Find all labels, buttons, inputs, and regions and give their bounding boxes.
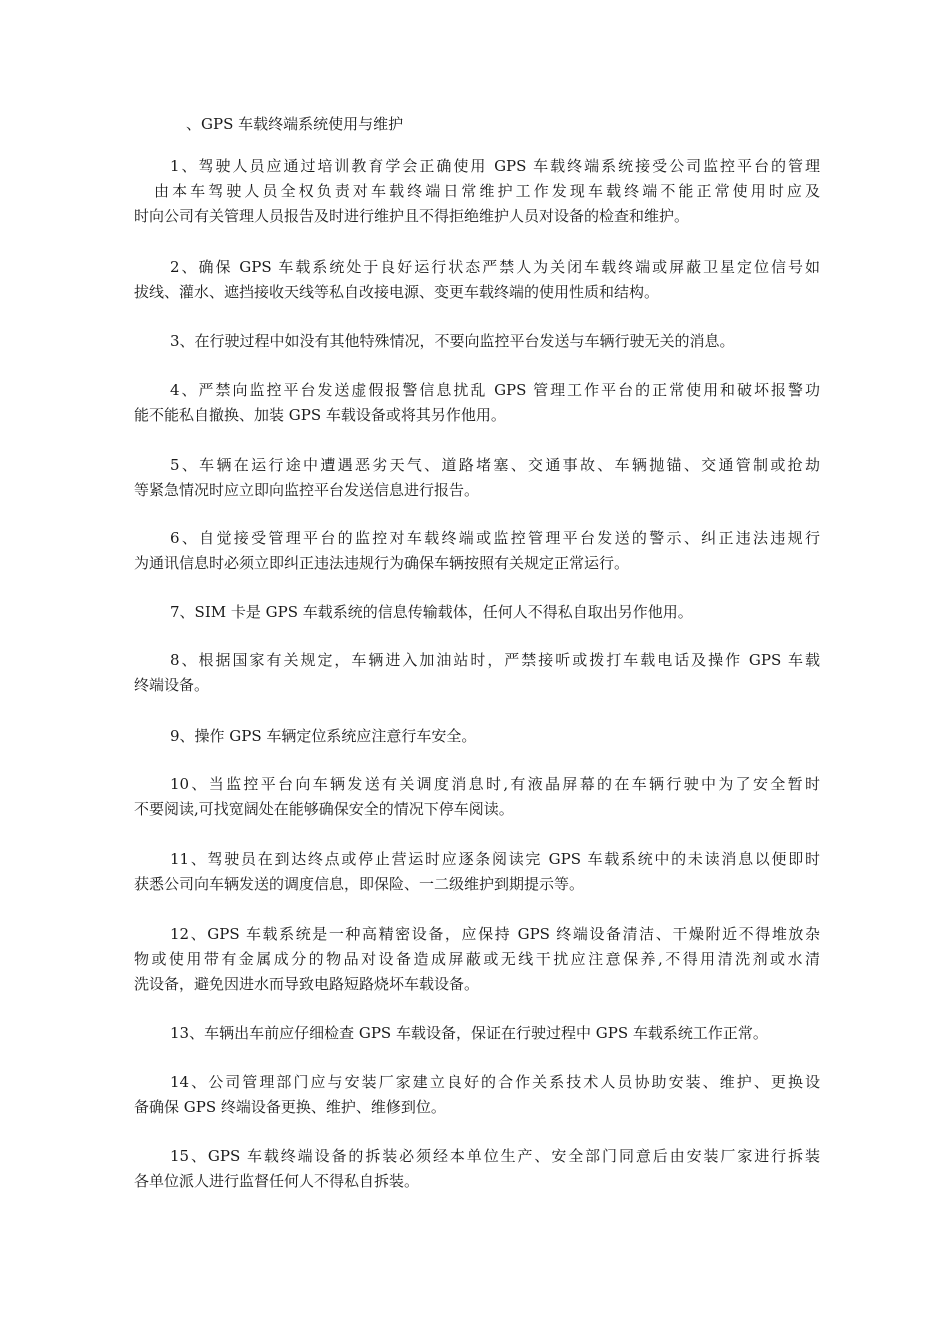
paragraph-item-7 [134,600,820,625]
paragraph-line: 7、SIM 卡是 GPS 车载系统的信息传输载体，任何人不得私自取出另作他用。 [170,603,693,621]
paragraph-item-12 [134,922,820,997]
paragraph-item-5 [134,453,820,503]
paragraph-line: 时向公司有关管理人员报告及时进行维护且不得拒绝维护人员对设备的检查和维护。 [134,207,690,225]
paragraph-line: 10、当监控平台向车辆发送有关调度消息时,有液晶屏幕的在车辆行驶中为了安全暂时 [170,775,820,793]
paragraph-line: 11、驾驶员在到达终点或停止营运时应逐条阅读完 GPS 车载系统中的未读消息以便即时 [170,850,820,868]
paragraph-line: 物或使用带有金属成分的物品对设备造成屏蔽或无线干扰应注意保养,不得用清洗剂或水清 [134,950,820,968]
paragraph-line: 能不能私自撤换、加装 GPS 车载设备或将其另作他用。 [134,406,506,424]
paragraph-line: 12、GPS 车载系统是一种高精密设备，应保持 GPS 终端设备清洁、干燥附近不得堆放杂 [170,925,820,943]
paragraph-line: 各单位派人进行监督任何人不得私自拆装。 [134,1172,420,1190]
paragraph-line: 5、车辆在运行途中遭遇恶劣天气、道路堵塞、交通事故、车辆抛锚、交通管制或抢劫 [170,456,820,474]
paragraph-item-3 [134,329,820,354]
paragraph-item-6 [134,526,820,576]
paragraph-line: 不要阅读,可找宽阔处在能够确保安全的情况下停车阅读。 [134,800,514,818]
paragraph-line: 8、根据国家有关规定，车辆进入加油站时，严禁接听或拨打车载电话及操作 GPS 车载 [170,651,820,669]
paragraph-line: 拔线、灌水、遮挡接收天线等私自改接电源、变更车载终端的使用性质和结构。 [134,283,660,301]
paragraph-line: 由本车驾驶人员全权负责对车载终端日常维护工作发现车载终端不能正常使用时应及 [154,182,820,200]
paragraph-item-11 [134,847,820,897]
paragraph-line: 洗设备，避免因进水而导致电路短路烧坏车载设备。 [134,975,480,993]
paragraph-item-9 [134,724,820,749]
paragraph-line: 获悉公司向车辆发送的调度信息，即保险、一二级维护到期提示等。 [134,875,585,893]
paragraph-item-2 [134,255,820,305]
paragraph-line: 9、操作 GPS 车辆定位系统应注意行车安全。 [170,727,477,745]
paragraph-item-1 [134,154,820,229]
paragraph-item-15 [134,1144,820,1194]
paragraph-line: 4、严禁向监控平台发送虚假报警信息扰乱 GPS 管理工作平台的正常使用和破坏报警功 [170,381,820,399]
paragraph-line: 3、在行驶过程中如没有其他特殊情况，不要向监控平台发送与车辆行驶无关的消息。 [170,332,735,350]
paragraph-line: 备确保 GPS 终端设备更换、维护、维修到位。 [134,1098,446,1116]
paragraph-item-14 [134,1070,820,1120]
document-title: 、GPS 车载终端系统使用与维护 [186,115,404,133]
paragraph-line: 为通讯信息时必须立即纠正违法违规行为确保车辆按照有关规定正常运行。 [134,554,630,572]
paragraph-line: 13、车辆出车前应仔细检查 GPS 车载设备，保证在行驶过程中 GPS 车载系统工作正常。 [170,1024,768,1042]
paragraph-line: 2、确保 GPS 车载系统处于良好运行状态严禁人为关闭车载终端或屏蔽卫星定位信号如 [170,258,820,276]
paragraph-item-8 [134,648,820,698]
paragraph-line: 等紧急情况时应立即向监控平台发送信息进行报告。 [134,481,480,499]
paragraph-item-10 [134,772,820,822]
paragraph-item-4 [134,378,820,428]
paragraph-line: 1、驾驶人员应通过培训教育学会正确使用 GPS 车载终端系统接受公司监控平台的管理 [170,157,820,175]
paragraph-line: 终端设备。 [134,676,210,694]
paragraph-line: 15、GPS 车载终端设备的拆装必须经本单位生产、安全部门同意后由安装厂家进行拆装 [170,1147,820,1165]
paragraph-item-13 [134,1021,820,1046]
paragraph-line: 14、公司管理部门应与安装厂家建立良好的合作关系技术人员协助安装、维护、更换设 [170,1073,820,1091]
paragraph-line: 6、自觉接受管理平台的监控对车载终端或监控管理平台发送的警示、纠正违法违规行 [170,529,820,547]
